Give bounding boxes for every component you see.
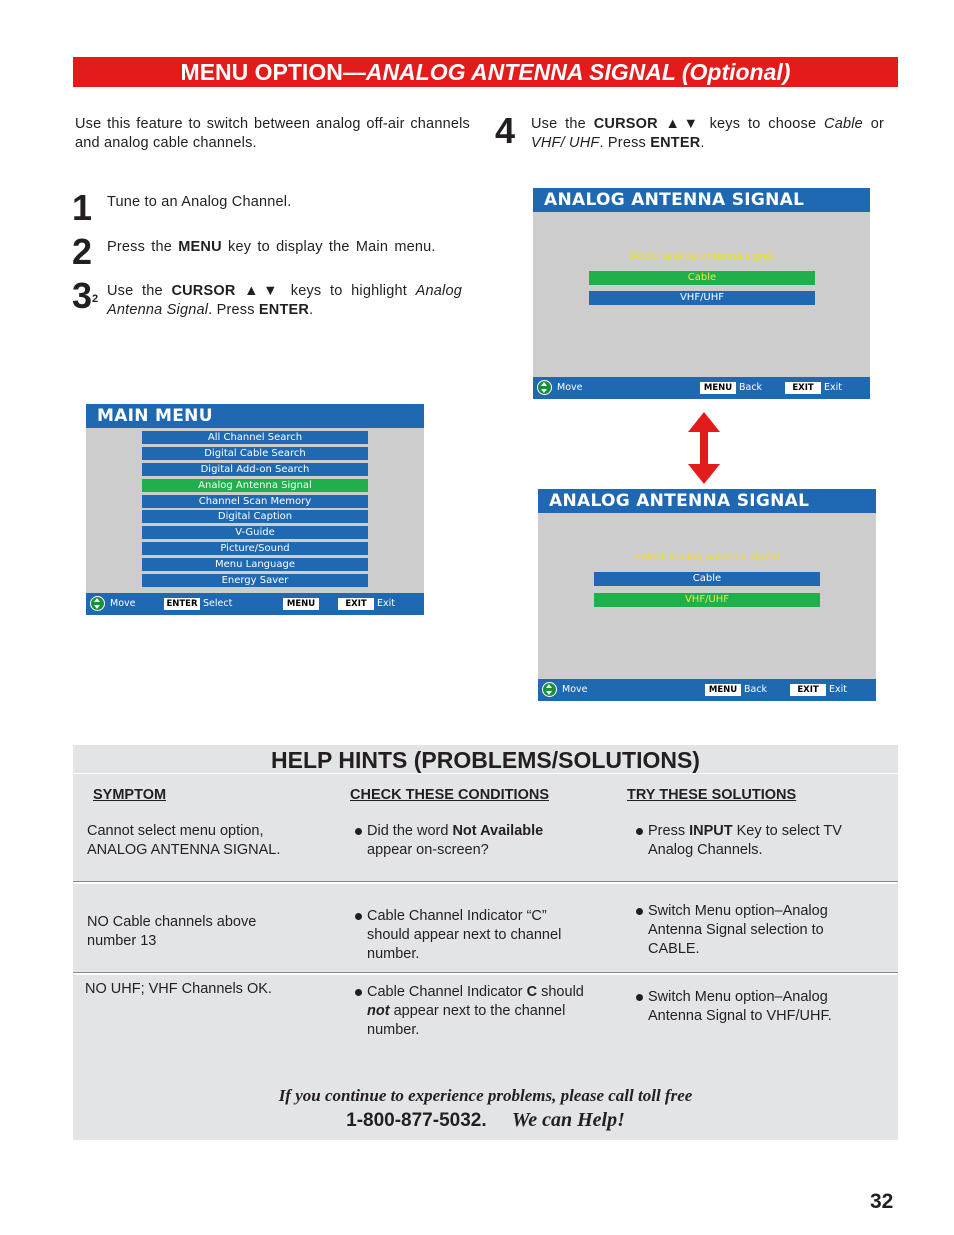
help-footer-phone-line <box>73 1109 898 1132</box>
step-1-text: Tune to an Analog Channel. <box>107 194 292 210</box>
conditions-header: CHECK THESE CONDITIONS <box>350 787 549 803</box>
move-label: Move <box>110 598 136 609</box>
symptom-3: NO UHF; VHF Channels OK. <box>85 981 272 997</box>
condition-2: Cable Channel Indicator “C” should appear next to channel number. <box>367 907 592 964</box>
exit-key[interactable]: EXIT <box>338 598 374 610</box>
move-arrows-icon <box>90 596 105 611</box>
move-label: Move <box>557 382 583 393</box>
move-arrows-icon <box>542 682 557 697</box>
back-label: Back <box>739 382 763 393</box>
exit-label: Exit <box>829 684 847 695</box>
main-menu-footer <box>86 593 424 615</box>
antenna-screen-footer <box>538 679 876 701</box>
bullet-icon <box>636 828 643 835</box>
solutions-header: TRY THESE SOLUTIONS <box>627 787 797 803</box>
antenna-screen-title: ANALOG ANTENNA SIGNAL <box>538 489 876 513</box>
row-divider <box>73 881 898 884</box>
symptom-header: SYMPTOM <box>93 787 167 803</box>
option-vhf-uhf[interactable]: VHF/UHF <box>589 291 815 305</box>
solution-3: Switch Menu option–Analog Antenna Signal to VHF/UHF. <box>648 988 863 1026</box>
help-hints-panel <box>73 745 898 1140</box>
menu-item-digital-cable-search[interactable]: Digital Cable Search <box>142 447 368 460</box>
exit-label: Exit <box>824 382 842 393</box>
antenna-prompt: Select analog antenna signal <box>629 251 775 262</box>
move-arrows-icon <box>537 380 552 395</box>
back-label: Back <box>744 684 768 695</box>
help-tagline: We can Help! <box>511 1109 625 1131</box>
main-menu-title: MAIN MENU <box>86 404 424 428</box>
symptom-1: Cannot select menu option, ANALOG ANTENNA SIGNAL. <box>87 823 281 858</box>
bullet-icon <box>636 994 643 1001</box>
condition-3: Cable Channel Indicator C should not appear next to the channel number. <box>367 983 607 1040</box>
step-1-number: 1 <box>72 187 93 228</box>
menu-key[interactable]: MENU <box>283 598 319 610</box>
antenna-screen-cable <box>533 188 870 399</box>
enter-key[interactable]: ENTER <box>164 598 200 610</box>
option-cable[interactable]: Cable <box>594 572 820 586</box>
step-3-text: Use the CURSOR ▲▼ keys to highlight Analog Antenna Signal. Press ENTER. <box>107 283 462 318</box>
option-cable[interactable]: Cable <box>589 271 815 285</box>
menu-item-v-guide[interactable]: V-Guide <box>142 526 368 539</box>
step-2-text: Press the MENU key to display the Main menu. <box>107 239 436 255</box>
exit-key[interactable]: EXIT <box>785 382 821 394</box>
antenna-prompt: Select analog antenna signal <box>634 552 780 563</box>
exit-label: Exit <box>377 598 395 609</box>
menu-key[interactable]: MENU <box>700 382 736 394</box>
intro-text: Use this feature to switch between analog off-air channels and analog cable channels. <box>75 116 470 151</box>
menu-item-energy-saver[interactable]: Energy Saver <box>142 574 368 587</box>
menu-item-analog-antenna-signal[interactable]: Analog Antenna Signal <box>142 479 368 492</box>
antenna-screen-footer <box>533 377 870 399</box>
bullet-icon <box>355 989 362 996</box>
menu-item-digital-add-on-search[interactable]: Digital Add-on Search <box>142 463 368 476</box>
title-italic: ANALOG ANTENNA SIGNAL (Optional) <box>365 59 791 85</box>
menu-key[interactable]: MENU <box>705 684 741 696</box>
antenna-screen-title: ANALOG ANTENNA SIGNAL <box>533 188 870 212</box>
menu-item-all-channel-search[interactable]: All Channel Search <box>142 431 368 444</box>
condition-1: Did the word Not Available appear on-screen? <box>367 822 587 860</box>
help-phone: 1-800-877-5032. <box>346 1110 487 1131</box>
step-3-number: $3^2$ <box>72 275 99 316</box>
double-arrow-icon <box>688 412 720 484</box>
help-hints-title: HELP HINTS (PROBLEMS/SOLUTIONS) <box>73 745 898 774</box>
row-divider <box>73 972 898 975</box>
step-2-number: 2 <box>72 231 93 272</box>
antenna-screen-vhf-uhf <box>538 489 876 701</box>
move-label: Move <box>562 684 588 695</box>
exit-key[interactable]: EXIT <box>790 684 826 696</box>
page-number: 32 <box>870 1190 894 1213</box>
menu-item-digital-caption[interactable]: Digital Caption <box>142 510 368 523</box>
bullet-icon <box>636 908 643 915</box>
main-menu-screen <box>86 404 424 615</box>
symptom-2: NO Cable channels above number 13 <box>87 914 257 949</box>
menu-item-channel-scan-memory[interactable]: Channel Scan Memory <box>142 495 368 508</box>
menu-item-picture-sound[interactable]: Picture/Sound <box>142 542 368 555</box>
step-4-number: 4 <box>495 110 516 151</box>
title-prefix: MENU OPTION— <box>180 59 366 85</box>
option-vhf-uhf[interactable]: VHF/UHF <box>594 593 820 607</box>
solution-1: Press INPUT Key to select TV Analog Channels. <box>648 822 878 860</box>
select-label: Select <box>203 598 233 609</box>
bullet-icon <box>355 828 362 835</box>
step-4-text: Use the CURSOR ▲▼ keys to choose Cable or VHF/ UHF. Press ENTER. <box>531 116 885 151</box>
solution-2: Switch Menu option–Analog Antenna Signal selection to CABLE. <box>648 902 863 959</box>
menu-item-menu-language[interactable]: Menu Language <box>142 558 368 571</box>
page-title <box>73 57 898 87</box>
help-footer-line: If you continue to experience problems, please call toll free <box>278 1086 693 1105</box>
bullet-icon <box>355 913 362 920</box>
